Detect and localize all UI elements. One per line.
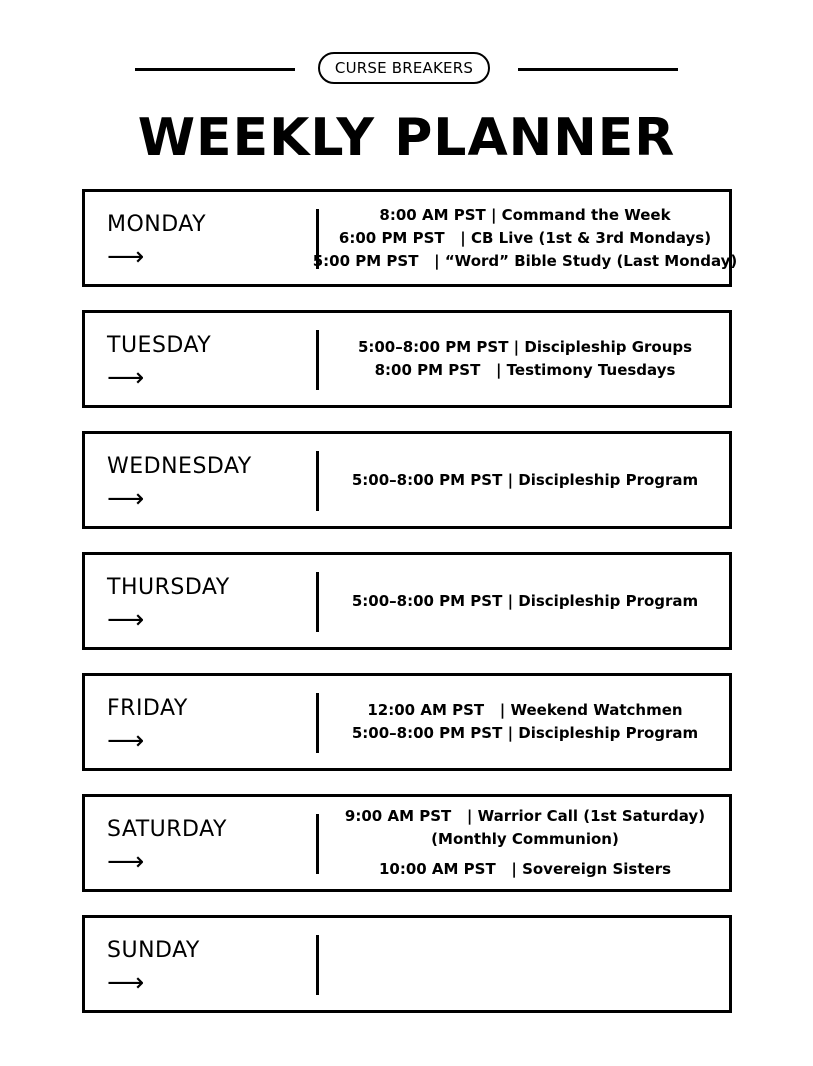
event-item: 5:00–8:00 PM PST | Discipleship Program — [351, 724, 699, 742]
divider — [316, 451, 319, 511]
event-item: 9:00 AM PST | Warrior Call (1st Saturday) — [344, 807, 706, 825]
event-item: 10:00 AM PST | Sovereign Sisters — [378, 860, 672, 878]
day-name: THURSDAY — [107, 575, 230, 600]
event-item: 8:00 AM PST | Command the Week — [379, 205, 671, 224]
event-item: 5:00–8:00 PM PST | Discipleship Program — [351, 591, 699, 610]
event-item: 5:00–8:00 PM PST | Discipleship Groups — [357, 338, 693, 356]
page-title: WEEKLY PLANNER — [137, 108, 676, 168]
day-card-saturday — [82, 794, 732, 892]
day-name: SUNDAY — [107, 938, 200, 963]
event-item: 6:00 PM PST | CB Live (1st & 3rd Mondays) — [338, 228, 712, 247]
header-rule-left — [135, 68, 295, 71]
divider — [316, 572, 319, 632]
day-card-monday — [82, 189, 738, 287]
event-list — [321, 555, 729, 647]
arrow-right-icon: ⟶ — [107, 968, 145, 998]
arrow-right-icon: ⟶ — [107, 605, 145, 635]
divider — [316, 330, 319, 390]
day-card-wednesday — [82, 431, 732, 529]
event-item: (Monthly Communion) — [431, 830, 619, 848]
day-card-friday — [82, 673, 732, 771]
divider — [316, 814, 319, 874]
day-name: FRIDAY — [107, 696, 188, 721]
event-item: 8:00 PM PST | Testimony Tuesdays — [374, 361, 676, 379]
divider — [316, 693, 319, 753]
event-list — [312, 192, 738, 284]
day-name: MONDAY — [107, 212, 207, 237]
arrow-right-icon: ⟶ — [107, 242, 145, 272]
arrow-right-icon: ⟶ — [107, 847, 145, 877]
event-list — [321, 676, 729, 768]
arrow-right-icon: ⟶ — [107, 726, 145, 756]
day-name: SATURDAY — [107, 817, 227, 842]
event-item: 5:00 PM PST | “Word” Bible Study (Last Monday) — [312, 251, 738, 270]
arrow-right-icon: ⟶ — [107, 363, 145, 393]
event-item: 5:00–8:00 PM PST | Discipleship Program — [351, 470, 699, 489]
header — [0, 52, 813, 88]
brand-badge: CURSE BREAKERS — [318, 52, 490, 84]
day-name: TUESDAY — [107, 333, 212, 358]
day-card-thursday — [82, 552, 732, 650]
event-list — [321, 797, 729, 889]
event-item: 12:00 AM PST | Weekend Watchmen — [367, 701, 683, 719]
header-rule-right — [518, 68, 678, 71]
event-list — [321, 434, 729, 526]
divider — [316, 935, 319, 995]
arrow-right-icon: ⟶ — [107, 484, 145, 514]
day-card-sunday — [82, 915, 732, 1013]
event-list — [321, 918, 729, 1010]
day-card-tuesday — [82, 310, 732, 408]
day-name: WEDNESDAY — [107, 454, 252, 479]
event-list — [321, 313, 729, 405]
